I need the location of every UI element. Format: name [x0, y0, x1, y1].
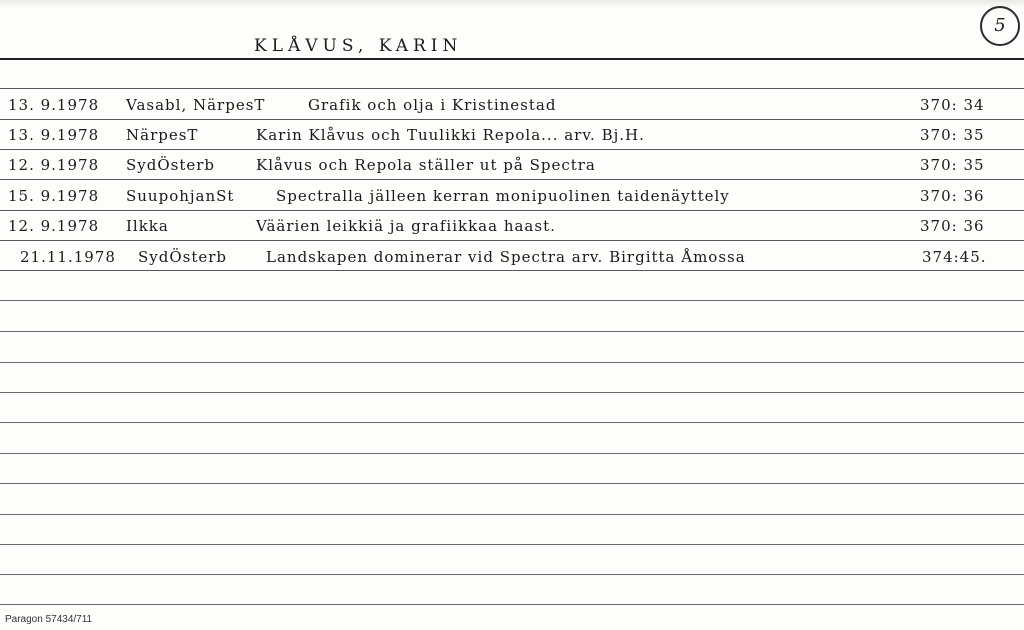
row-rule: [0, 149, 1024, 150]
entry-date: 13. 9.1978: [8, 96, 100, 114]
blank-rule: [0, 331, 1024, 332]
card-heading: KLÅVUS, KARIN: [254, 36, 463, 56]
entry-source: SydÖsterb: [126, 156, 216, 174]
entry-row: [0, 122, 1024, 152]
blank-rule: [0, 392, 1024, 393]
row-rule: [0, 179, 1024, 180]
entry-ref: 370: 36: [920, 217, 985, 235]
blank-rule: [0, 453, 1024, 454]
entry-title: Grafik och olja i Kristinestad: [308, 96, 557, 114]
entry-title: Väärien leikkiä ja grafiikkaa haast.: [256, 217, 556, 235]
entry-date: 21.11.1978: [20, 248, 116, 266]
entry-title: Karin Klåvus och Tuulikki Repola... arv. Bj.H.: [256, 126, 645, 144]
header-rule: [0, 88, 1024, 89]
entry-row: [0, 213, 1024, 243]
entry-source: Ilkka: [126, 217, 169, 235]
entry-row: [0, 152, 1024, 182]
entry-ref: 370: 35: [920, 156, 985, 174]
blank-rule: [0, 300, 1024, 301]
blank-rule: [0, 544, 1024, 545]
entry-title: Spectralla jälleen kerran monipuolinen taidenäyttely: [276, 187, 730, 205]
entry-source: SuupohjanSt: [126, 187, 235, 205]
entry-ref: 374:45.: [922, 248, 987, 266]
row-rule: [0, 210, 1024, 211]
card-top-edge: [0, 0, 1024, 8]
entry-source: NärpesT: [126, 126, 199, 144]
entry-ref: 370: 35: [920, 126, 985, 144]
entry-date: 12. 9.1978: [8, 217, 100, 235]
entry-title: Klåvus och Repola ställer ut på Spectra: [256, 156, 596, 174]
entry-ref: 370: 34: [920, 96, 985, 114]
blank-rule: [0, 514, 1024, 515]
entry-row: [0, 183, 1024, 213]
entry-title: Landskapen dominerar vid Spectra arv. Birgitta Åmossa: [266, 248, 746, 266]
entry-row: [0, 92, 1024, 122]
heading-rule: [0, 58, 1024, 60]
blank-rule: [0, 483, 1024, 484]
blank-rule: [0, 362, 1024, 363]
row-rule: [0, 240, 1024, 241]
card-footer: Paragon 57434/711: [5, 614, 93, 625]
card-number-badge: 5: [980, 6, 1020, 46]
row-rule: [0, 270, 1024, 271]
blank-rule: [0, 604, 1024, 605]
entry-date: 15. 9.1978: [8, 187, 100, 205]
blank-rule: [0, 422, 1024, 423]
row-rule: [0, 119, 1024, 120]
entry-source: SydÖsterb: [138, 248, 228, 266]
entry-ref: 370: 36: [920, 187, 985, 205]
entry-date: 13. 9.1978: [8, 126, 100, 144]
blank-rule: [0, 574, 1024, 575]
entry-date: 12. 9.1978: [8, 156, 100, 174]
entry-source: Vasabl, NärpesT: [126, 96, 266, 114]
